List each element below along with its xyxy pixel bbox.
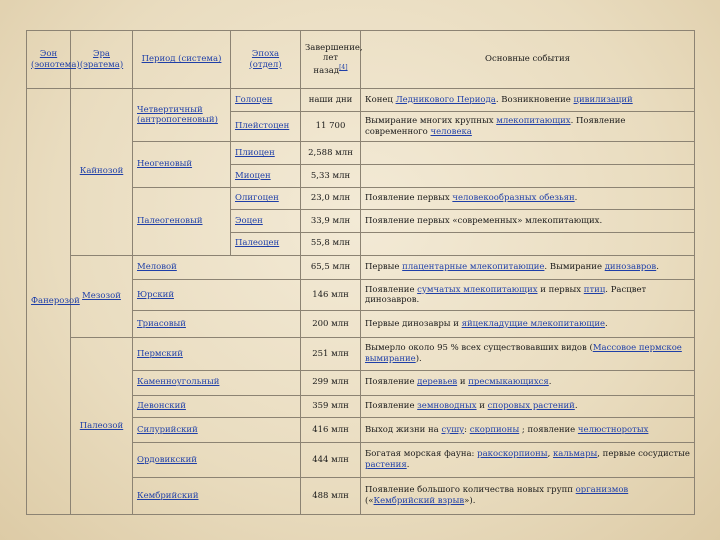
era-cell-paleozoic <box>71 337 133 514</box>
ago-cell: 416 млн <box>301 418 361 443</box>
epoch-link[interactable]: Олигоцен <box>235 193 279 204</box>
epoch-link[interactable]: Голоцен <box>235 94 273 105</box>
epoch-cell <box>231 142 301 165</box>
period-link[interactable]: Неогеновый <box>137 159 193 170</box>
header-ago-footnote[interactable]: [4] <box>339 63 348 71</box>
period-cell <box>133 280 301 311</box>
geologic-timescale-table <box>26 30 695 515</box>
ago-cell: 2,588 млн <box>301 142 361 165</box>
header-period <box>133 31 231 89</box>
events-cell <box>361 165 695 188</box>
period-cell <box>133 395 301 418</box>
ago-cell: 359 млн <box>301 395 361 418</box>
ago-cell: 55,8 млн <box>301 232 361 255</box>
header-events: Основные события <box>361 31 695 89</box>
ago-cell: 488 млн <box>301 477 361 514</box>
eon-link[interactable]: Фанерозой <box>31 296 80 307</box>
ago-cell: 146 млн <box>301 280 361 311</box>
epoch-cell <box>231 111 301 142</box>
ago-cell: 33,9 млн <box>301 210 361 233</box>
ago-cell: 23,0 млн <box>301 187 361 210</box>
epoch-cell <box>231 210 301 233</box>
event-link[interactable]: динозавров <box>604 262 657 273</box>
period-cell <box>133 255 301 280</box>
ago-cell: 251 млн <box>301 337 361 370</box>
epoch-cell <box>231 232 301 255</box>
epoch-link[interactable]: Палеоцен <box>235 238 280 249</box>
period-cell <box>133 311 301 338</box>
epoch-link[interactable]: Плейстоцен <box>235 121 290 132</box>
period-link[interactable]: Юрский <box>137 289 174 300</box>
header-era-link[interactable]: Эра (эратема) <box>79 48 124 70</box>
event-link[interactable]: Кембрийский взрыв <box>373 495 465 506</box>
event-link[interactable]: Массовое пермское вымирание <box>365 343 682 364</box>
period-link[interactable]: Кембрийский <box>137 490 199 501</box>
event-link[interactable]: плацентарные млекопитающие <box>402 262 545 273</box>
events-cell: Первые динозавры и яйцекладущие млекопитающие. <box>361 311 695 338</box>
period-link[interactable]: Палеогеновый <box>137 215 203 226</box>
eon-cell <box>27 89 80 515</box>
period-link[interactable]: Меловой <box>137 262 177 273</box>
event-link[interactable]: челюстноротых <box>577 424 649 435</box>
event-link[interactable]: человека <box>430 126 472 137</box>
event-link[interactable]: Ледникового Периода <box>395 94 496 105</box>
events-cell: Вымирание многих крупных млекопитающих. Появление современного человека <box>361 111 695 142</box>
epoch-cell <box>231 187 301 210</box>
events-cell: Появление большого количества новых групп организмов («Кембрийский взрыв»). <box>361 477 695 514</box>
events-cell <box>361 142 695 165</box>
era-link-mesozoic[interactable]: Мезозой <box>82 290 121 301</box>
event-link[interactable]: организмов <box>575 485 629 496</box>
event-link[interactable]: человекообразных обезьян <box>452 193 575 204</box>
ago-cell: 11 700 <box>301 111 361 142</box>
period-cell <box>133 187 231 255</box>
period-link[interactable]: Силурийский <box>137 424 198 435</box>
ago-cell: 444 млн <box>301 442 361 477</box>
events-cell: Появление деревьев и пресмыкающихся. <box>361 370 695 395</box>
header-ago <box>301 31 361 89</box>
table-row <box>27 89 695 112</box>
epoch-cell <box>231 165 301 188</box>
header-eon-link[interactable]: Эон (эонотема) <box>31 48 80 70</box>
header-period-link[interactable]: Период (система) <box>141 54 222 65</box>
period-link[interactable]: Пермский <box>137 348 183 359</box>
header-epoch <box>231 31 301 89</box>
event-link[interactable]: деревьев <box>417 377 458 388</box>
period-link[interactable]: Ордовикский <box>137 454 197 465</box>
event-link[interactable]: млекопитающих <box>496 115 571 126</box>
period-cell <box>133 370 301 395</box>
events-cell: Первые плацентарные млекопитающие. Вымирание динозавров. <box>361 255 695 280</box>
event-link[interactable]: кальмары <box>552 449 598 460</box>
period-link[interactable]: Девонский <box>137 401 186 412</box>
event-link[interactable]: ракоскорпионы <box>477 449 548 460</box>
era-link-paleozoic[interactable]: Палеозой <box>79 420 124 431</box>
period-cell <box>133 418 301 443</box>
era-cell-cenozoic <box>71 89 133 256</box>
events-cell: Появление первых человекообразных обезьян. <box>361 187 695 210</box>
period-cell <box>133 442 301 477</box>
event-link[interactable]: споровых растений <box>487 401 575 412</box>
period-link[interactable]: Каменноугольный <box>137 377 220 388</box>
ago-cell: 200 млн <box>301 311 361 338</box>
period-cell <box>133 337 301 370</box>
header-row <box>27 31 695 89</box>
event-link[interactable]: растения <box>365 459 407 470</box>
ago-cell: наши дни <box>301 89 361 112</box>
table-row <box>27 337 695 370</box>
event-link[interactable]: земноводных <box>417 401 477 412</box>
events-cell: Появление земноводных и споровых растений. <box>361 395 695 418</box>
epoch-cell <box>231 89 301 112</box>
header-era <box>71 31 133 89</box>
period-cell <box>133 142 231 187</box>
epoch-link[interactable]: Миоцен <box>235 170 271 181</box>
events-cell: Выход жизни на сушу: скорпионы ; появление челюстноротых <box>361 418 695 443</box>
header-epoch-link[interactable]: Эпоха (отдел) <box>249 48 282 70</box>
event-link[interactable]: скорпионы <box>469 424 520 435</box>
header-ago-label: Завершение, лет назад <box>305 42 363 76</box>
events-cell: Богатая морская фауна: ракоскорпионы, кальмары, первые сосудистые растения. <box>361 442 695 477</box>
events-cell: Вымерло около 95 % всех существовавших видов (Массовое пермское вымирание). <box>361 337 695 370</box>
era-link-cenozoic[interactable]: Кайнозой <box>79 166 124 177</box>
events-cell: Появление сумчатых млекопитающих и первых птиц. Расцвет динозавров. <box>361 280 695 311</box>
period-link[interactable]: Четвертичный (антропогеновый) <box>137 104 218 126</box>
event-link[interactable]: яйцекладущие млекопитающие <box>461 318 606 329</box>
event-link[interactable]: пресмыкающихся <box>468 377 549 388</box>
event-link[interactable]: цивилизаций <box>573 94 633 105</box>
events-cell <box>361 232 695 255</box>
event-link[interactable]: сумчатых млекопитающих <box>417 284 538 295</box>
table-row <box>27 255 695 280</box>
events-cell: Появление первых «современных» млекопитающих. <box>361 210 695 233</box>
period-cell <box>133 89 231 142</box>
header-eon <box>27 31 80 89</box>
events-cell: Конец Ледникового Периода. Возникновение цивилизаций <box>361 89 695 112</box>
epoch-link[interactable]: Эоцен <box>235 215 263 226</box>
period-cell <box>133 477 301 514</box>
event-link[interactable]: птиц <box>583 284 606 295</box>
ago-cell: 5,33 млн <box>301 165 361 188</box>
event-link[interactable]: сушу <box>441 424 465 435</box>
period-link[interactable]: Триасовый <box>137 318 186 329</box>
epoch-link[interactable]: Плиоцен <box>235 147 275 158</box>
ago-cell: 299 млн <box>301 370 361 395</box>
ago-cell: 65,5 млн <box>301 255 361 280</box>
